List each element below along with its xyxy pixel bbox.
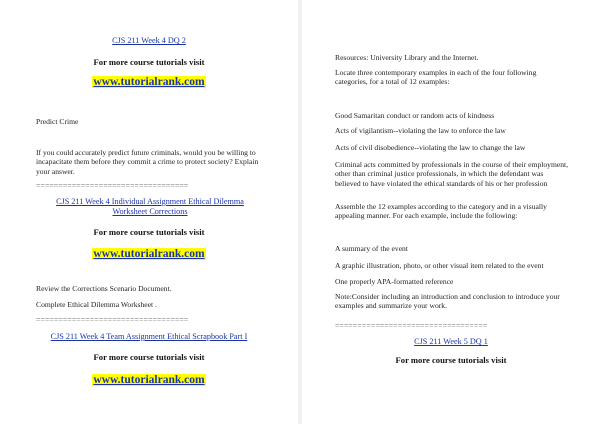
apa-item: One properly APA-formatted reference — [335, 277, 454, 286]
category-criminal-acts: Criminal acts committed by professionals in the course of their employment, other than criminal justice professionals, in which the defendant was believed to have violated the ethical standards of his or her profession — [335, 160, 569, 188]
url-container-1 — [0, 72, 298, 90]
tutorialrank-url-3[interactable]: www.tutorialrank.com — [93, 374, 205, 386]
category-good-samaritan: Good Samaritan conduct or random acts of kindness — [335, 111, 495, 120]
promo-text-2: For more course tutorials visit — [93, 227, 205, 237]
promo-text-right: For more course tutorials visit — [395, 355, 507, 365]
resources-text: Resources: University Library and the Internet. — [335, 53, 479, 62]
summary-item: A summary of the event — [335, 244, 408, 253]
complete-text: Complete Ethical Dilemma Worksheet . — [36, 300, 157, 309]
url-container-3 — [0, 370, 298, 388]
separator-2: ================================== — [36, 315, 189, 324]
separator-1: ================================== — [36, 181, 189, 190]
review-text: Review the Corrections Scenario Document. — [36, 284, 172, 293]
note-text: Note:Consider including an introduction and conclusion to introduce your examples and summarize your work. — [335, 292, 560, 311]
separator-3: ================================== — [335, 321, 488, 330]
question-text: If you could accurately predict future criminals, would you be willing to incapacitate them before they commit a crime to protect society? Explain your answer. — [36, 148, 259, 176]
category-civil-disobedience: Acts of civil disobedience--violating the law to change the law — [335, 143, 526, 152]
left-page — [0, 0, 298, 424]
predict-crime-heading: Predict Crime — [36, 117, 79, 126]
cjs211-week4-dq2-link[interactable]: CJS 211 Week 4 DQ 2 — [112, 36, 186, 45]
category-vigilantism: Acts of vigilantism--violating the law to enforce the law — [335, 126, 506, 135]
team-assignment-link[interactable]: CJS 211 Week 4 Team Assignment Ethical Scrapbook Part I — [50, 332, 248, 341]
url-container-2 — [0, 244, 298, 262]
individual-assignment-link[interactable]: CJS 211 Week 4 Individual Assignment Ethical Dilemma Worksheet Corrections — [56, 197, 244, 216]
locate-text: Locate three contemporary examples in each of the four following categories, for a total of 12 examples: — [335, 68, 537, 87]
promo-text-1: For more course tutorials visit — [93, 57, 205, 67]
right-page — [302, 0, 600, 424]
assemble-text: Assemble the 12 examples according to the category and in a visually appealing manner. For each example, include the following: — [335, 202, 547, 221]
cjs211-week5-dq1-link[interactable]: CJS 211 Week 5 DQ 1 — [414, 337, 488, 346]
promo-text-3: For more course tutorials visit — [93, 352, 205, 362]
tutorialrank-url-1[interactable]: www.tutorialrank.com — [93, 76, 205, 88]
graphic-item: A graphic illustration, photo, or other visual item related to the event — [335, 261, 544, 270]
tutorialrank-url-2[interactable]: www.tutorialrank.com — [93, 248, 205, 260]
